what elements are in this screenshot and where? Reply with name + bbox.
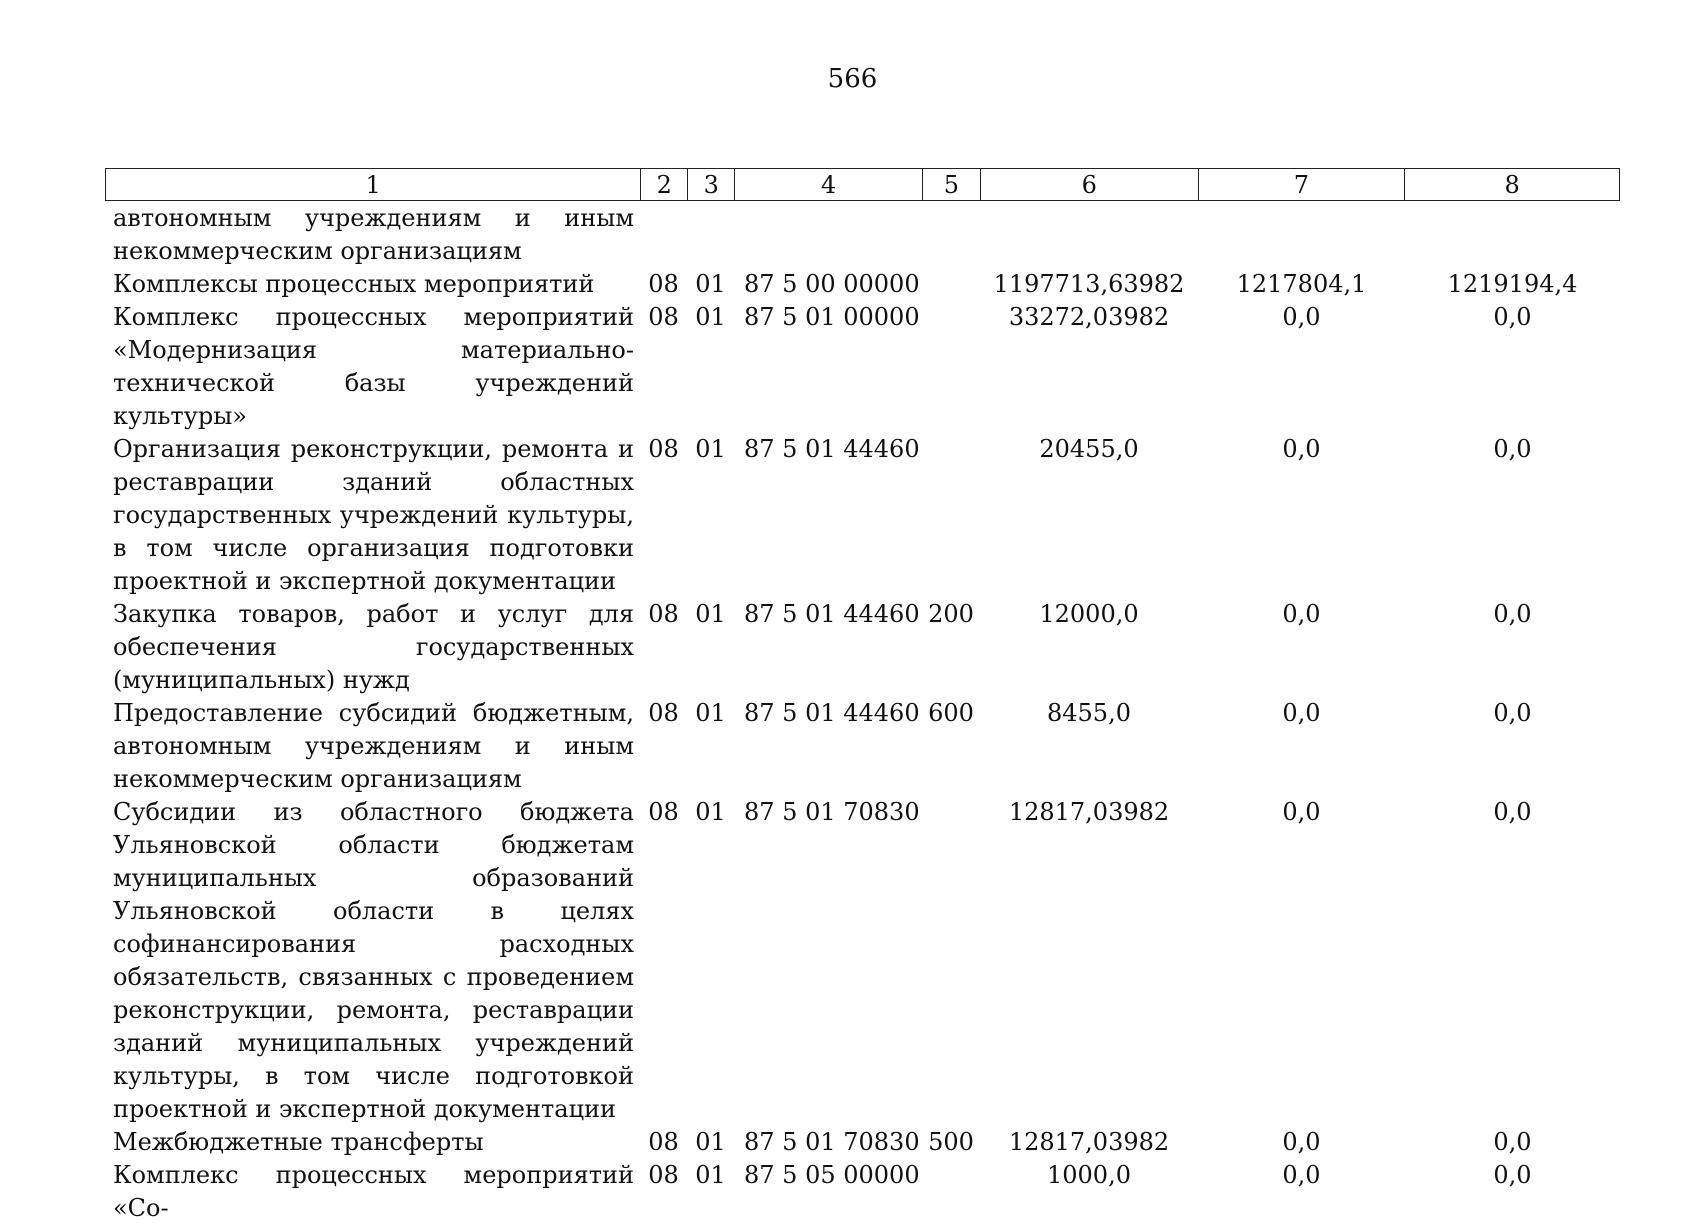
row-name: Межбюджетные трансферты	[113, 1128, 484, 1156]
row-target-code: 87 5 01 00000	[744, 303, 920, 331]
row-value-1	[980, 202, 1198, 268]
row-subsection: 01	[695, 435, 726, 463]
row-name: Закупка товаров, работ и услуг для обеспечения государственных (муниципальных) нужд	[113, 600, 634, 694]
row-subsection: 01	[695, 303, 726, 331]
header-col-2: 2	[640, 169, 687, 200]
row-value-2: 0,0	[1282, 798, 1321, 826]
row-subsection: 01	[695, 798, 726, 826]
row-expense-type	[922, 301, 980, 433]
row-value-2: 0,0	[1282, 435, 1321, 463]
row-value-1: 33272,03982	[1008, 303, 1170, 331]
row-value-1: 1197713,63982	[993, 270, 1185, 298]
row-name: Организация реконструкции, ремонта и реставрации зданий областных государственных учреждений культуры, в том числе организация подготовки проектной и экспертной документации	[113, 435, 634, 595]
row-value-3: 0,0	[1493, 1161, 1532, 1189]
table-row	[105, 598, 1620, 697]
header-col-7: 7	[1198, 169, 1405, 200]
row-section: 08	[648, 435, 679, 463]
row-section: 08	[648, 303, 679, 331]
row-value-2	[1198, 202, 1405, 268]
row-value-2: 0,0	[1282, 699, 1321, 727]
header-col-8: 8	[1404, 169, 1619, 200]
row-expense-type: 500	[928, 1128, 974, 1156]
row-subsection: 01	[695, 1128, 726, 1156]
row-section: 08	[648, 798, 679, 826]
row-value-2: 0,0	[1282, 600, 1321, 628]
budget-table	[105, 168, 1620, 1225]
header-col-3: 3	[687, 169, 734, 200]
row-name: Комплекс процессных мероприятий «Модернизация материально-технической базы учреждений культуры»	[113, 303, 634, 430]
row-name: Комплекс процессных мероприятий «Со-	[113, 1161, 634, 1222]
row-name: Субсидии из областного бюджета Ульяновской области бюджетам муниципальных образований Ульяновской области в целях софинансирования расходных обязательств, связанных с проведением реконструкции, ремонта, реставрации зданий муниципальных учреждений культуры, в том числе подготовкой проектной и экспертной документации	[113, 798, 634, 1123]
row-value-3: 0,0	[1493, 435, 1532, 463]
row-value-2: 0,0	[1282, 1161, 1321, 1189]
table-row	[105, 1159, 1620, 1225]
row-section: 08	[648, 1161, 679, 1189]
row-subsection: 01	[695, 270, 726, 298]
row-value-3	[1405, 202, 1620, 268]
table-header	[105, 168, 1620, 201]
row-expense-type	[922, 268, 980, 301]
row-value-1: 8455,0	[1047, 699, 1131, 727]
row-value-1: 12000,0	[1039, 600, 1139, 628]
row-section: 08	[648, 699, 679, 727]
row-expense-type: 600	[928, 699, 974, 727]
table-row	[105, 301, 1620, 433]
table-body	[105, 202, 1620, 1225]
row-target-code: 87 5 01 70830	[744, 1128, 920, 1156]
row-section: 08	[648, 1128, 679, 1156]
table-row	[105, 796, 1620, 1126]
row-name: автономным учреждениям и иным некоммерческим организациям	[113, 204, 634, 265]
row-value-3: 0,0	[1493, 303, 1532, 331]
row-target-code: 87 5 01 44460	[744, 600, 920, 628]
header-col-5: 5	[922, 169, 980, 200]
row-value-2: 1217804,1	[1236, 270, 1367, 298]
row-value-3: 1219194,4	[1447, 270, 1578, 298]
row-subsection: 01	[695, 600, 726, 628]
row-target-code: 87 5 01 44460	[744, 435, 920, 463]
row-target-code: 87 5 01 70830	[744, 798, 920, 826]
row-expense-type	[922, 796, 980, 1126]
row-value-3: 0,0	[1493, 1128, 1532, 1156]
row-name: Предоставление субсидий бюджетным, автономным учреждениям и иным некоммерческим организациям	[113, 699, 634, 793]
table-row	[105, 433, 1620, 598]
row-target-code	[734, 202, 922, 268]
row-section: 08	[648, 600, 679, 628]
table-row	[105, 268, 1620, 301]
row-target-code: 87 5 00 00000	[744, 270, 920, 298]
row-expense-type	[922, 202, 980, 268]
row-value-1: 12817,03982	[1008, 798, 1170, 826]
page-number: 566	[827, 64, 878, 94]
header-col-4: 4	[734, 169, 922, 200]
row-subsection: 01	[695, 1161, 726, 1189]
row-section: 08	[648, 270, 679, 298]
row-value-3: 0,0	[1493, 798, 1532, 826]
table-row	[105, 697, 1620, 796]
row-expense-type	[922, 1159, 980, 1225]
row-expense-type	[922, 433, 980, 598]
row-expense-type: 200	[928, 600, 974, 628]
row-name: Комплексы процессных мероприятий	[113, 270, 595, 298]
row-value-3: 0,0	[1493, 699, 1532, 727]
row-target-code: 87 5 05 00000	[744, 1161, 920, 1189]
row-value-2: 0,0	[1282, 303, 1321, 331]
row-subsection: 01	[695, 699, 726, 727]
row-value-3: 0,0	[1493, 600, 1532, 628]
header-col-6: 6	[980, 169, 1198, 200]
row-value-1: 1000,0	[1047, 1161, 1131, 1189]
row-subsection	[687, 202, 734, 268]
header-col-1: 1	[365, 170, 381, 199]
row-value-2: 0,0	[1282, 1128, 1321, 1156]
row-value-1: 12817,03982	[1008, 1128, 1170, 1156]
row-value-1: 20455,0	[1039, 435, 1139, 463]
table-row	[105, 202, 1620, 268]
row-target-code: 87 5 01 44460	[744, 699, 920, 727]
row-section	[640, 202, 687, 268]
table-row	[105, 1126, 1620, 1159]
